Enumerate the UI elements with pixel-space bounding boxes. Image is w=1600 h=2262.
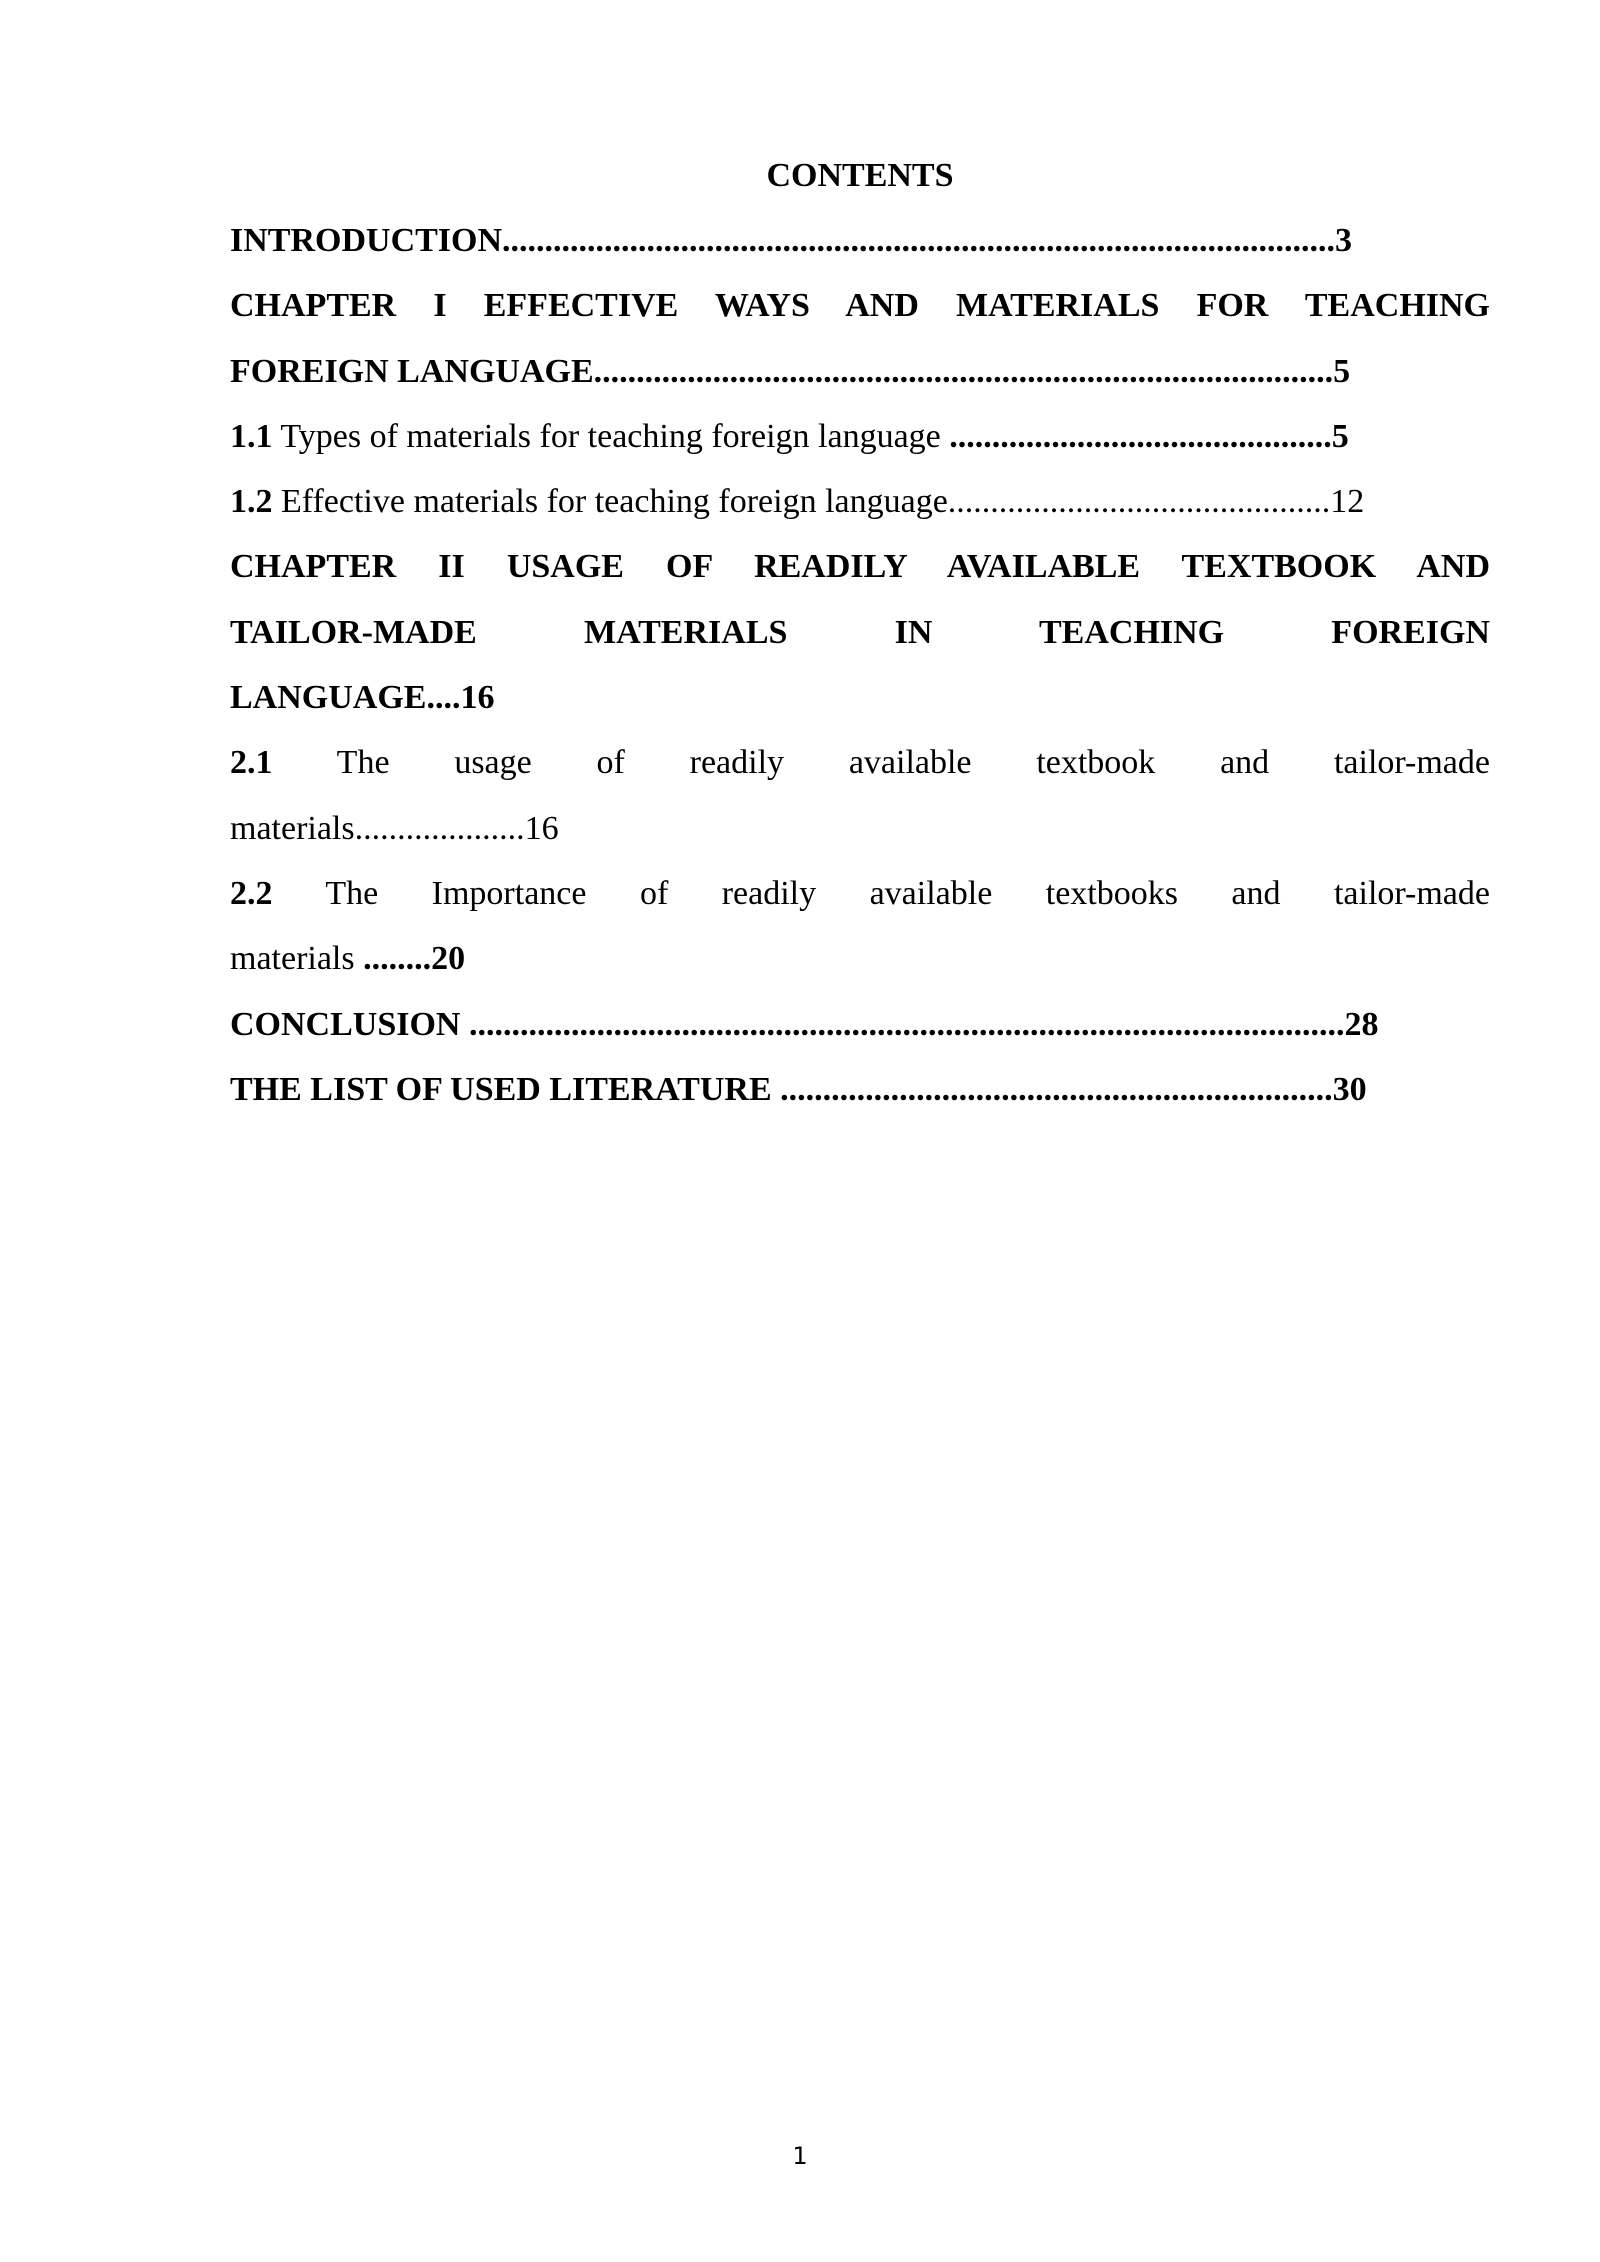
toc-entry-chapter-2-continued: TAILOR-MADE MATERIALS IN TEACHING FOREIGN bbox=[230, 613, 1490, 651]
toc-entry-conclusion: CONCLUSION .......................................................................................................28 bbox=[230, 1005, 1379, 1043]
toc-entry-chapter-1-continued: FOREIGN LANGUAGE.......................................................................................5 bbox=[230, 352, 1351, 390]
section-page: ........20 bbox=[363, 940, 466, 978]
toc-entry-2-2-continued bbox=[230, 926, 1490, 991]
toc-entry-chapter-1: CHAPTER I EFFECTIVE WAYS AND MATERIALS FOR TEACHING bbox=[230, 287, 1490, 325]
section-title-continued: materials bbox=[230, 940, 364, 978]
section-number: 2.1 bbox=[230, 744, 273, 782]
toc-entry-chapter-2-page: LANGUAGE....16 bbox=[230, 679, 495, 717]
section-number: 1.1 bbox=[230, 417, 273, 455]
toc-entry-chapter-2: CHAPTER II USAGE OF READILY AVAILABLE TEXTBOOK AND bbox=[230, 548, 1490, 586]
section-number: 1.2 bbox=[230, 483, 273, 521]
toc-entry-1-2 bbox=[230, 469, 1490, 534]
toc-entry-2-1 bbox=[230, 730, 1490, 795]
section-title: Types of materials for teaching foreign language bbox=[272, 417, 950, 455]
toc-title: CONTENTS bbox=[766, 157, 954, 194]
toc-entry-1-1 bbox=[230, 404, 1490, 469]
section-title: The Importance of readily available textbooks and tailor-made bbox=[272, 874, 1490, 912]
toc-entry-2-2 bbox=[230, 861, 1490, 926]
table-of-contents bbox=[230, 148, 1490, 1122]
page-number: 1 bbox=[792, 2142, 808, 2170]
toc-entry-2-1-continued: materials....................16 bbox=[230, 809, 559, 847]
toc-entry-introduction: INTRODUCTION..................................................................................................3 bbox=[230, 222, 1353, 259]
section-title: The usage of readily available textbook and tailor-made bbox=[272, 744, 1490, 782]
toc-entry-literature: THE LIST OF USED LITERATURE .................................................................30 bbox=[230, 1070, 1367, 1108]
section-number: 2.2 bbox=[230, 874, 273, 912]
section-page: .............................................5 bbox=[949, 417, 1349, 455]
section-title: Effective materials for teaching foreign language.............................................12 bbox=[272, 483, 1365, 521]
